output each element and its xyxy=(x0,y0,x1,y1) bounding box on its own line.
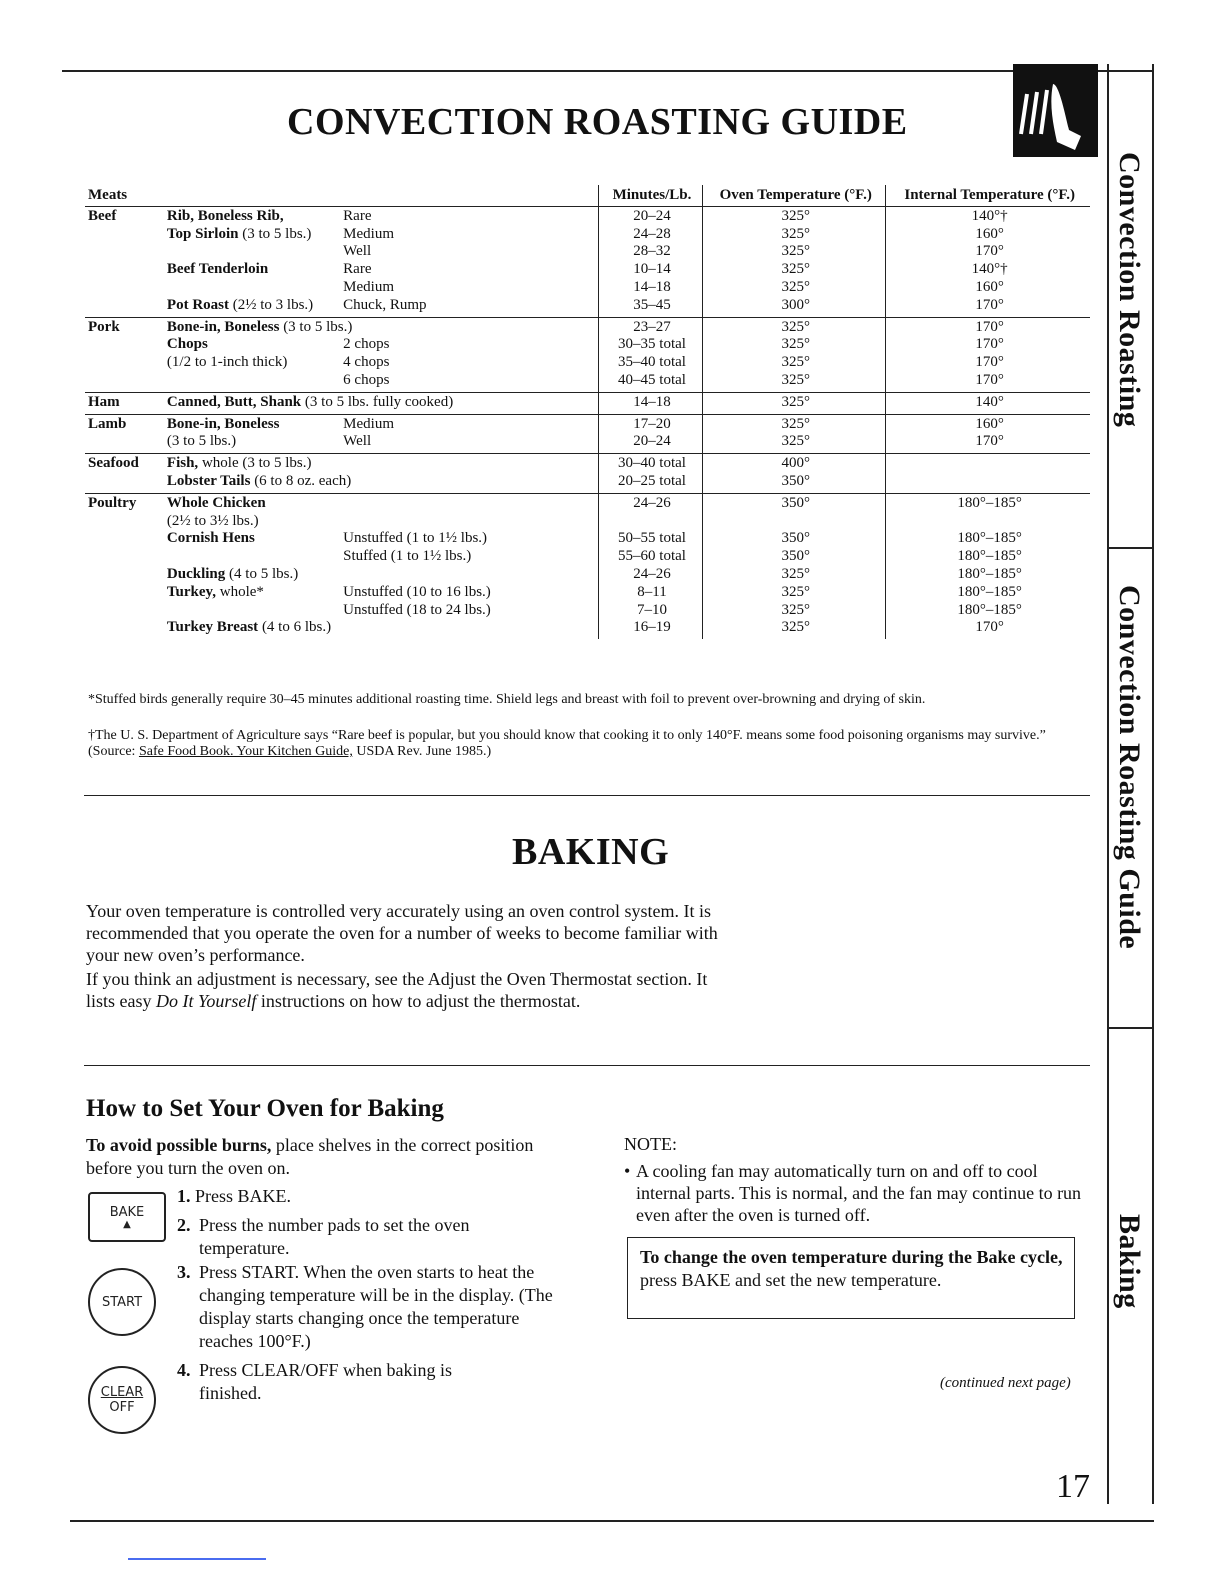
bake-button-label: BAKE xyxy=(109,1204,145,1220)
step-3 xyxy=(177,1261,557,1353)
footnote-usda-text: †The U. S. Department of Agriculture says “Rare beef is popular, but you should know that cooking it to only 140°F. means some food poisoning organisms may survive.” (Source: xyxy=(88,728,1046,759)
minutes-cell: 20–24 xyxy=(598,206,702,225)
category-cell xyxy=(85,602,164,620)
category-cell xyxy=(85,619,164,639)
step-2 xyxy=(177,1214,557,1260)
clear-button-label: CLEAR xyxy=(100,1385,144,1400)
section-rule-2 xyxy=(84,1065,1090,1066)
oven-temp-cell: 350° xyxy=(703,473,886,493)
minutes-cell: 14–18 xyxy=(598,279,702,297)
category-cell xyxy=(85,297,164,317)
minutes-cell: 30–40 total xyxy=(598,454,702,473)
table-row xyxy=(85,602,1090,620)
internal-temp-cell: 140°† xyxy=(886,261,1090,279)
doneness-cell: Stuffed (1 to 1½ lbs.) xyxy=(343,548,472,565)
bake-arrow-icon: ▲ xyxy=(123,1218,131,1230)
cut-cell xyxy=(164,226,340,244)
cut-name: Fish, xyxy=(166,455,199,472)
minutes-cell: 30–35 total xyxy=(598,336,702,354)
oven-temp-cell: 325° xyxy=(703,619,886,639)
cut-cell xyxy=(164,433,340,453)
table-row xyxy=(85,354,1090,372)
doneness-cell: Rare xyxy=(343,261,372,278)
temp-change-text: press BAKE and set the new temperature. xyxy=(640,1270,942,1290)
side-column-edge xyxy=(1152,64,1154,1504)
internal-temp-cell: 170° xyxy=(886,354,1090,372)
internal-temp-cell: 180°–185° xyxy=(886,566,1090,584)
table-row xyxy=(85,206,1090,225)
step-1-number: 1. xyxy=(177,1186,191,1206)
cut-cell xyxy=(164,414,340,433)
cut-cell xyxy=(164,297,340,317)
cut-cell xyxy=(164,261,340,279)
category-cell: Lamb xyxy=(85,414,164,433)
minutes-cell: 17–20 xyxy=(598,414,702,433)
burn-warning-bold: To avoid possible burns, xyxy=(86,1135,272,1155)
minutes-cell: 10–14 xyxy=(598,261,702,279)
cut-name: Top Sirloin xyxy=(166,225,239,242)
step-3-text: Press START. When the oven starts to heat the changing temperature will be in the display. (The display starts changing once the temperature reaches 100°F.) xyxy=(199,1262,553,1351)
header-minutes: Minutes/Lb. xyxy=(598,185,702,206)
footnote-usda xyxy=(88,728,1088,760)
oven-temp-cell: 350° xyxy=(703,530,886,548)
minutes-cell: 20–25 total xyxy=(598,473,702,493)
oven-temp-cell: 325° xyxy=(703,392,886,414)
cut-name: Chops xyxy=(166,336,208,353)
category-cell xyxy=(85,566,164,584)
cut-name: Bone-in, Boneless xyxy=(166,318,280,335)
category-cell xyxy=(85,372,164,392)
doneness-cell: Unstuffed (10 to 16 lbs.) xyxy=(343,583,491,600)
cut-detail: (2½ to 3½ lbs.) xyxy=(166,512,259,529)
adjust-emphasis: Do It Yourself xyxy=(156,991,257,1011)
category-cell xyxy=(85,261,164,279)
category-cell xyxy=(85,243,164,261)
page-number: 17 xyxy=(1056,1468,1090,1505)
category-cell xyxy=(85,336,164,354)
internal-temp-cell: 140°† xyxy=(886,206,1090,225)
clear-off-button-icon xyxy=(88,1366,156,1434)
cut-name: Pot Roast xyxy=(166,296,229,313)
internal-temp-cell: 170° xyxy=(886,336,1090,354)
category-cell xyxy=(85,473,164,493)
section-rule-1 xyxy=(84,795,1090,796)
cut-detail: (2½ to 3 lbs.) xyxy=(229,296,314,313)
baking-title: BAKING xyxy=(512,831,670,873)
internal-temp-cell: 160° xyxy=(886,226,1090,244)
oven-temp-cell: 325° xyxy=(703,336,886,354)
internal-temp-cell xyxy=(886,513,1090,531)
cut-name: Bone-in, Boneless xyxy=(166,415,280,432)
cut-name: Turkey, xyxy=(166,583,216,600)
cut-cell xyxy=(164,279,340,297)
table-header-row xyxy=(85,185,1090,206)
footnote-usda-source: Safe Food Book. Your Kitchen Guide, xyxy=(138,744,353,759)
start-button-label: START xyxy=(101,1294,143,1310)
doneness-cell: 2 chops xyxy=(343,336,390,353)
minutes-cell: 8–11 xyxy=(598,584,702,602)
table-row xyxy=(85,513,1090,531)
oven-temp-cell: 325° xyxy=(703,279,886,297)
internal-temp-cell: 180°–185° xyxy=(886,584,1090,602)
burn-warning xyxy=(86,1134,566,1180)
category-cell xyxy=(85,584,164,602)
internal-temp-cell: 160° xyxy=(886,414,1090,433)
table-row xyxy=(85,548,1090,566)
baking-adjust xyxy=(86,968,736,1012)
oven-temp-cell: 325° xyxy=(703,584,886,602)
oven-temp-cell: 325° xyxy=(703,433,886,453)
doneness-cell: 6 chops xyxy=(343,371,390,388)
oven-temp-cell: 325° xyxy=(703,354,886,372)
minutes-cell: 35–45 xyxy=(598,297,702,317)
doneness-cell: Well xyxy=(343,243,372,260)
oven-temp-cell: 325° xyxy=(703,243,886,261)
cut-name: Canned, Butt, Shank xyxy=(166,393,302,410)
bottom-blue-line xyxy=(128,1558,266,1560)
table-row xyxy=(85,584,1090,602)
cut-cell xyxy=(164,619,598,639)
off-button-label: OFF xyxy=(109,1400,135,1415)
internal-temp-cell: 170° xyxy=(886,243,1090,261)
table-row xyxy=(85,261,1090,279)
step-1 xyxy=(177,1185,557,1208)
minutes-cell: 20–24 xyxy=(598,433,702,453)
minutes-cell xyxy=(598,513,702,531)
minutes-cell: 23–27 xyxy=(598,317,702,336)
internal-temp-cell xyxy=(886,454,1090,473)
cut-name: Duckling xyxy=(166,565,226,582)
minutes-cell: 24–26 xyxy=(598,493,702,512)
category-cell xyxy=(85,530,164,548)
oven-temp-cell: 350° xyxy=(703,493,886,512)
minutes-cell: 50–55 total xyxy=(598,530,702,548)
internal-temp-cell: 180°–185° xyxy=(886,530,1090,548)
cut-cell xyxy=(164,602,340,620)
oven-temp-cell: 325° xyxy=(703,414,886,433)
table-row xyxy=(85,372,1090,392)
doneness-cell: Chuck, Rump xyxy=(343,296,427,313)
oven-temp-cell: 325° xyxy=(703,261,886,279)
side-tab-convection-roasting-guide[interactable]: Convection Roasting Guide xyxy=(1113,585,1146,950)
header-internal-temp: Internal Temperature (°F.) xyxy=(886,185,1090,206)
step-2-text: Press the number pads to set the oven temperature. xyxy=(199,1215,470,1258)
cut-cell xyxy=(164,392,598,414)
category-cell xyxy=(85,226,164,244)
burn-warning-text: place shelves in the correct position before you turn the oven on. xyxy=(86,1135,534,1178)
category-cell: Poultry xyxy=(85,493,164,512)
cut-detail: whole (3 to 5 lbs.) xyxy=(198,455,312,472)
table-body xyxy=(85,206,1090,639)
oven-temp-cell: 325° xyxy=(703,372,886,392)
doneness-cell: Well xyxy=(343,433,372,450)
category-cell xyxy=(85,433,164,453)
cut-cell xyxy=(164,493,598,512)
table-row xyxy=(85,392,1090,414)
note-label: NOTE: xyxy=(624,1134,677,1154)
step-4-number: 4. xyxy=(177,1360,191,1380)
cut-name: Lobster Tails xyxy=(166,472,251,489)
temp-change-bold: To change the oven temperature during the Bake cycle, xyxy=(640,1247,1063,1267)
table-row xyxy=(85,226,1090,244)
minutes-cell: 24–28 xyxy=(598,226,702,244)
cut-cell xyxy=(164,548,340,566)
internal-temp-cell: 170° xyxy=(886,433,1090,453)
table-row xyxy=(85,454,1090,473)
internal-temp-cell: 180°–185° xyxy=(886,493,1090,512)
cut-name: Cornish Hens xyxy=(166,530,255,547)
minutes-cell: 28–32 xyxy=(598,243,702,261)
minutes-cell: 55–60 total xyxy=(598,548,702,566)
cut-detail: (4 to 5 lbs.) xyxy=(225,565,299,582)
table-row xyxy=(85,317,1090,336)
cut-detail: (3 to 5 lbs.) xyxy=(279,318,353,335)
cut-cell xyxy=(164,336,340,354)
cut-detail: (3 to 5 lbs. fully cooked) xyxy=(301,393,454,410)
step-4 xyxy=(177,1359,557,1405)
side-tab-divider-2 xyxy=(1107,1027,1154,1029)
table-row xyxy=(85,336,1090,354)
category-cell xyxy=(85,513,164,531)
oven-temp-cell xyxy=(703,513,886,531)
cut-cell xyxy=(164,473,598,493)
cut-cell xyxy=(164,513,598,531)
top-rule xyxy=(62,70,1152,72)
baking-intro: Your oven temperature is controlled very accurately using an oven control system. It is recommended that you operate the oven for a number of weeks to become familiar with your new oven’s performance. xyxy=(86,901,718,965)
category-cell xyxy=(85,548,164,566)
side-tab-baking[interactable]: Baking xyxy=(1113,1214,1146,1309)
oven-temp-cell: 325° xyxy=(703,602,886,620)
page-title: CONVECTION ROASTING GUIDE xyxy=(287,101,908,143)
cut-cell xyxy=(164,243,340,261)
cut-name: Rib, Boneless Rib, xyxy=(166,207,284,224)
minutes-cell: 7–10 xyxy=(598,602,702,620)
internal-temp-cell: 180°–185° xyxy=(886,548,1090,566)
step-1-text: Press BAKE. xyxy=(195,1186,292,1206)
start-button-icon xyxy=(88,1268,156,1336)
doneness-cell: Medium xyxy=(340,414,598,433)
cut-cell xyxy=(164,454,598,473)
cut-detail: (3 to 5 lbs.) xyxy=(238,225,312,242)
doneness-cell: Unstuffed (1 to 1½ lbs.) xyxy=(343,530,488,547)
table-row xyxy=(85,243,1090,261)
minutes-cell: 40–45 total xyxy=(598,372,702,392)
roasting-table xyxy=(85,185,1090,639)
adjust-text-end: instructions on how to adjust the thermostat. xyxy=(256,991,581,1011)
oven-temp-cell: 400° xyxy=(703,454,886,473)
internal-temp-cell: 170° xyxy=(886,297,1090,317)
table-row xyxy=(85,279,1090,297)
footnote-stuffed: *Stuffed birds generally require 30–45 minutes additional roasting time. Shield legs and breast with foil to prevent over-browning and drying of skin. xyxy=(88,692,926,707)
header-oven-temp: Oven Temperature (°F.) xyxy=(703,185,886,206)
doneness-cell: Medium xyxy=(343,225,394,242)
table-row xyxy=(85,619,1090,639)
internal-temp-cell: 180°–185° xyxy=(886,602,1090,620)
cut-cell xyxy=(164,206,340,225)
adjust-text: If you think an adjustment is necessary, see the Adjust the Oven Thermostat section. It lists easy xyxy=(86,969,708,1011)
step-4-text: Press CLEAR/OFF when baking is finished. xyxy=(199,1360,453,1403)
table-row xyxy=(85,414,1090,433)
oven-temp-cell: 325° xyxy=(703,226,886,244)
internal-temp-cell: 170° xyxy=(886,317,1090,336)
doneness-cell: Rare xyxy=(340,206,598,225)
internal-temp-cell xyxy=(886,473,1090,493)
table-row xyxy=(85,473,1090,493)
cut-detail: (4 to 6 lbs.) xyxy=(258,619,332,636)
cut-cell xyxy=(164,317,598,336)
oven-temp-cell: 325° xyxy=(703,317,886,336)
footnote-usda-end: USDA Rev. June 1985.) xyxy=(352,744,492,759)
category-cell: Pork xyxy=(85,317,164,336)
bottom-rule xyxy=(70,1520,1154,1522)
cut-cell xyxy=(164,584,340,602)
bullet-icon: • xyxy=(624,1161,631,1181)
doneness-cell: 4 chops xyxy=(343,354,390,371)
cut-cell xyxy=(164,372,340,392)
internal-temp-cell: 160° xyxy=(886,279,1090,297)
side-tab-divider-1 xyxy=(1107,547,1154,549)
table-row xyxy=(85,530,1090,548)
minutes-cell: 14–18 xyxy=(598,392,702,414)
cut-detail: (3 to 5 lbs.) xyxy=(166,433,237,450)
category-cell: Beef xyxy=(85,206,164,225)
doneness-cell: Medium xyxy=(343,278,394,295)
table-row xyxy=(85,566,1090,584)
oven-temp-cell: 325° xyxy=(703,206,886,225)
category-cell xyxy=(85,354,164,372)
bake-button-icon xyxy=(88,1192,166,1242)
category-cell xyxy=(85,279,164,297)
cut-detail: (6 to 8 oz. each) xyxy=(250,472,352,489)
internal-temp-cell: 170° xyxy=(886,372,1090,392)
oven-temp-cell: 350° xyxy=(703,548,886,566)
chef-hand-icon xyxy=(1013,64,1098,157)
cut-detail: whole* xyxy=(215,583,264,600)
category-cell: Seafood xyxy=(85,454,164,473)
step-2-number: 2. xyxy=(177,1215,191,1235)
step-3-number: 3. xyxy=(177,1262,191,1282)
doneness-cell: Unstuffed (18 to 24 lbs.) xyxy=(343,601,491,618)
temp-change-box xyxy=(627,1237,1075,1319)
side-tab-convection-roasting[interactable]: Convection Roasting xyxy=(1113,152,1146,428)
oven-temp-cell: 300° xyxy=(703,297,886,317)
minutes-cell: 16–19 xyxy=(598,619,702,639)
cut-cell xyxy=(164,566,598,584)
continued-note: (continued next page) xyxy=(940,1375,1071,1391)
minutes-cell: 24–26 xyxy=(598,566,702,584)
minutes-cell: 35–40 total xyxy=(598,354,702,372)
cut-cell xyxy=(164,354,340,372)
table-row xyxy=(85,433,1090,453)
header-meats: Meats xyxy=(85,185,598,206)
oven-temp-cell: 325° xyxy=(703,566,886,584)
cut-cell xyxy=(164,530,340,548)
internal-temp-cell: 140° xyxy=(886,392,1090,414)
how-to-heading: How to Set Your Oven for Baking xyxy=(86,1095,444,1122)
side-column-divider xyxy=(1107,64,1109,1504)
cut-detail: (1/2 to 1-inch thick) xyxy=(166,354,288,371)
internal-temp-cell: 170° xyxy=(886,619,1090,639)
cut-name: Whole Chicken xyxy=(166,494,266,511)
table-row xyxy=(85,493,1090,512)
note-bullet xyxy=(624,1160,1089,1226)
note-bullet-text: A cooling fan may automatically turn on and off to cool internal parts. This is normal, and the fan may continue to run even after the oven is turned off. xyxy=(636,1161,1082,1225)
category-cell: Ham xyxy=(85,392,164,414)
table-row xyxy=(85,297,1090,317)
cut-name: Turkey Breast xyxy=(166,619,259,636)
cut-name: Beef Tenderloin xyxy=(166,261,269,278)
